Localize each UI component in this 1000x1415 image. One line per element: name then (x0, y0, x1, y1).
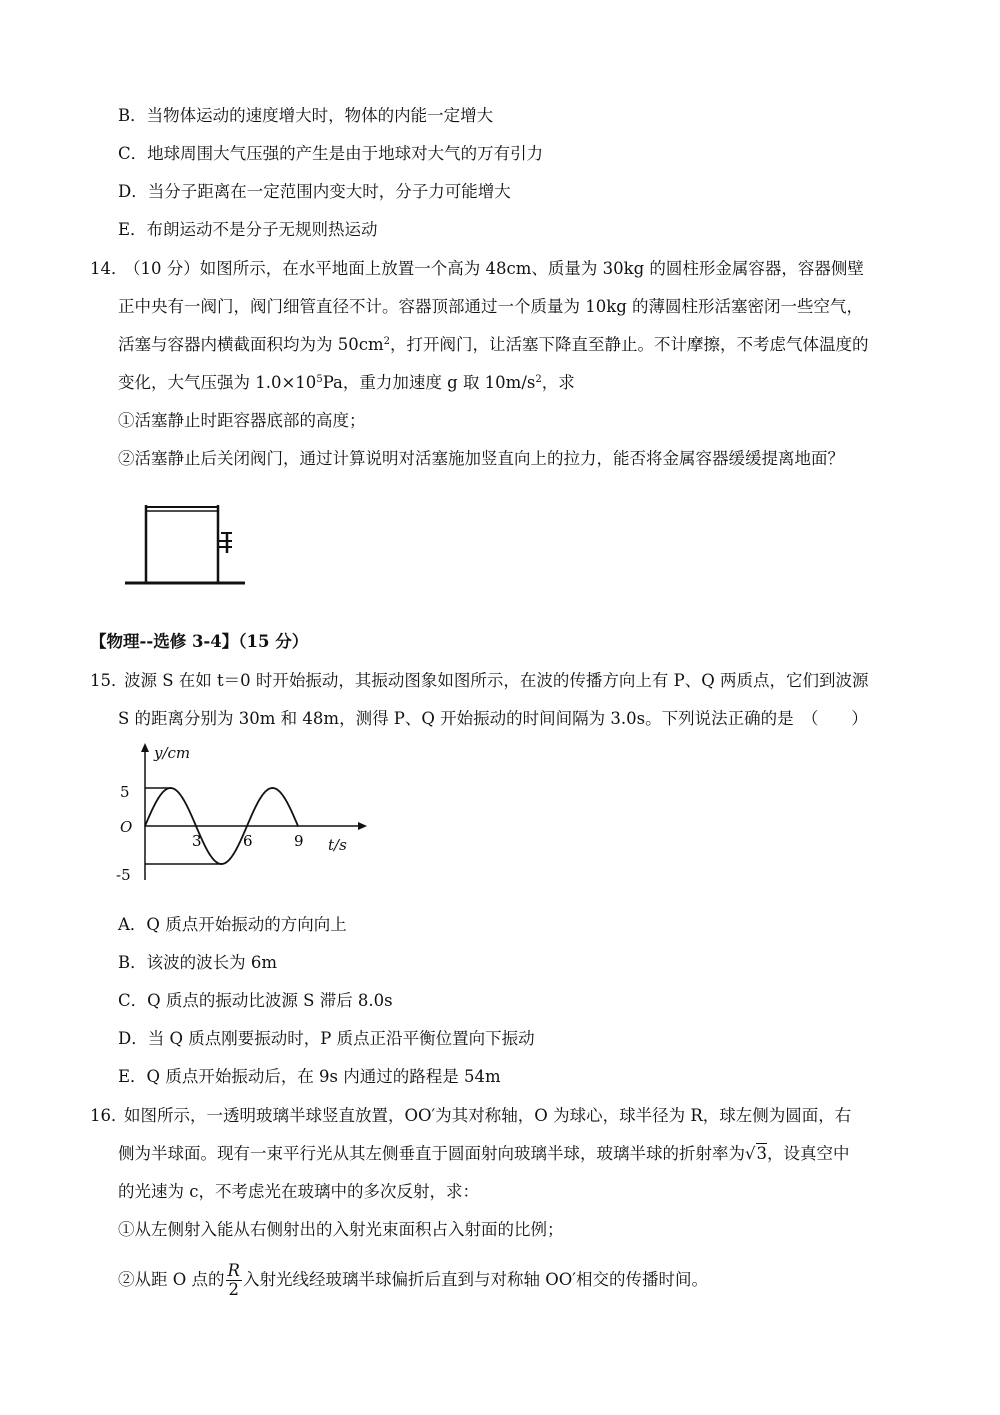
x-axis-label: t/s (328, 836, 347, 854)
x-axis-arrow (358, 822, 367, 830)
q14-line4: 变化，大气压强为 $1.0\times 10^5Pa$，重力加速度 g 取 $10m/s^2$，求 (118, 373, 575, 392)
sqrt-sign: √ (745, 1144, 756, 1163)
fraction-r-over-2: $\frac{R}{2}$ (227, 1261, 240, 1299)
q16-line3: 的光速为 c，不考虑光在玻璃中的多次反射，求： (118, 1182, 479, 1201)
section-title: 【物理--选修 3-4】（15 分） (90, 632, 309, 651)
q13-option-c: C．地球周围大气压强的产生是由于地球对大气的万有引力 (118, 144, 544, 163)
q15-option-e: E．Q 质点开始振动后，在 9s 内通过的路程是 54m (118, 1067, 501, 1086)
q15-option-a: A．Q 质点开始振动的方向向上 (118, 915, 347, 934)
q16-number: 16． (90, 1106, 128, 1125)
y-axis-arrow (141, 743, 149, 752)
q14-line1: （10 分）如图所示，在水平地面上放置一个高为 48cm、质量为 30kg 的圆柱形金属容器，容器侧壁 (124, 259, 864, 278)
q14-line3: 活塞与容器内横截面积均为为 $50cm^2$，打开阀门，让活塞下降直至静止。不计摩擦，不考虑气体温度的 (118, 335, 869, 354)
curve-point (170, 787, 172, 789)
q15-number: 15． (90, 671, 128, 690)
vibration-graph (110, 740, 370, 890)
x-tick-6: 6 (243, 832, 253, 850)
curve-point (195, 825, 197, 827)
q14-sub2: ②活塞静止后关闭阀门，通过计算说明对活塞施加竖直向上的拉力，能否将金属容器缓缓提离地面？ (118, 449, 844, 468)
q16-line1: 如图所示，一透明玻璃半球竖直放置，OO′为其对称轴，O 为球心，球半径为 R，球左侧为圆面，右 (124, 1106, 852, 1125)
q15-line2: S 的距离分别为 30m 和 48m，测得 P、Q 开始振动的时间间隔为 3.0s。下列说法正确的是 （ ） (118, 709, 868, 728)
q13-option-d: D．当分子距离在一定范围内变大时，分子力可能增大 (118, 182, 511, 201)
curve-point (221, 863, 223, 865)
curve-point (246, 825, 248, 827)
curve-point (144, 825, 146, 827)
x-tick-3: 3 (192, 832, 202, 850)
q14-number: 14． (90, 259, 128, 278)
q15-line1: 波源 S 在如 t＝0 时开始振动，其振动图象如图所示，在波的传播方向上有 P、Q 两质点，它们到波源 (124, 671, 869, 690)
curve-point (272, 787, 274, 789)
q14-line2: 正中央有一阀门，阀门细管直径不计。容器顶部通过一个质量为 10kg 的薄圆柱形活塞密闭一些空气， (118, 297, 864, 316)
y-tick-5: 5 (120, 783, 130, 801)
curve-point (297, 825, 299, 827)
q15-option-c: C．Q 质点的振动比波源 S 滞后 8.0s (118, 991, 393, 1010)
x-tick-9: 9 (294, 832, 304, 850)
q13-option-b: B．当物体运动的速度增大时，物体的内能一定增大 (118, 106, 494, 125)
q14-container-figure (120, 495, 250, 595)
q13-option-e: E．布朗运动不是分子无规则热运动 (118, 220, 378, 239)
q14-sub1: ①活塞静止时距容器底部的高度； (118, 411, 366, 430)
q15-option-b: B．该波的波长为 6m (118, 953, 278, 972)
q16-sub1: ①从左侧射入能从右侧射出的入射光束面积占入射面的比例； (118, 1220, 564, 1239)
q16-line2: 侧为半球面。现有一束平行光从其左侧垂直于圆面射向玻璃半球，玻璃半球的折射率为√3，设真空中 (118, 1144, 850, 1163)
origin-label: O (120, 818, 133, 836)
y-axis-label: y/cm (154, 744, 191, 762)
q15-option-d: D．当 Q 质点刚要振动时，P 质点正沿平衡位置向下振动 (118, 1029, 535, 1048)
q16-sub2: ②从距 O 点的 $\frac{R}{2}$ 入射光线经玻璃半球偏折后直到与对称轴 OO′相交的传播时间。 (118, 1261, 709, 1299)
y-tick-neg5: -5 (116, 866, 131, 884)
